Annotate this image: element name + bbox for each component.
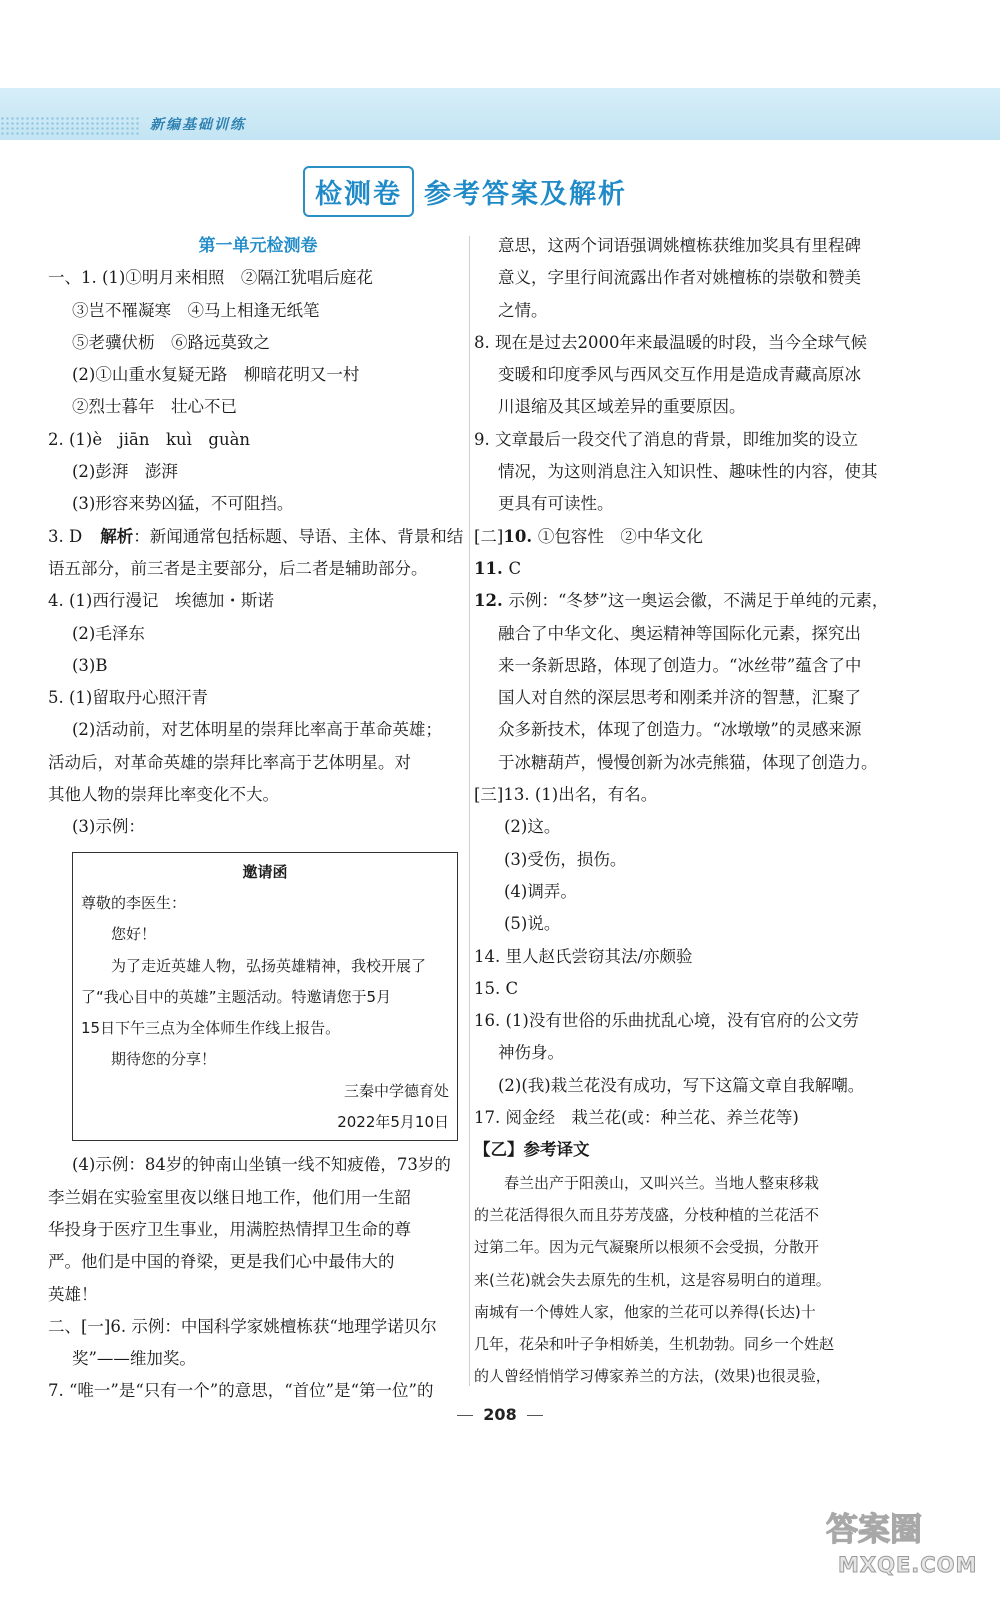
answer-line: [474, 553, 904, 585]
answer-line: 意思，这两个词语强调姚檀栋获维加奖具有里程碑: [498, 236, 861, 255]
answer-line: (3)示例：: [72, 817, 145, 837]
right-column: [474, 230, 904, 1393]
answer-line: 其他人物的崇拜比率变化不大。: [48, 785, 279, 805]
answer-line: (2)彭湃 澎湃: [72, 462, 178, 482]
answer-line: 情况，为这则消息注入知识性、趣味性的内容，使其: [498, 462, 878, 482]
answer-line: 众多新技术，体现了创造力。“冰墩墩”的灵感来源: [498, 720, 862, 740]
answer-line: 9. 文章最后一段交代了消息的背景，即维加奖的设立: [474, 429, 858, 449]
answer-line: 严。他们是中国的脊梁，更是我们心中最伟大的: [48, 1252, 395, 1272]
answer-line: 14. 里人赵氏尝窃其法/亦颇验: [474, 946, 693, 966]
answer-line: 活动后，对革命英雄的崇拜比率高于艺体明星。对: [48, 752, 411, 772]
answer-line: [474, 521, 904, 553]
answer-line: 二、[一]6. 示例：中国科学家姚檀栋获“地理学诺贝尔: [48, 1316, 437, 1336]
section-title: 第一单元检测卷: [198, 236, 318, 256]
letter-title: 邀请函: [242, 862, 288, 881]
question-number: 11.: [474, 558, 509, 578]
answer-text: 示例：“冬梦”这一奥运会徽，不满足于单纯的元素，: [508, 591, 889, 611]
answer-line: 于冰糖葫芦，慢慢创新为冰壳熊猫，体现了创造力。: [498, 752, 878, 772]
answer-line: (3)受伤，损伤。: [504, 849, 627, 869]
column-divider: [469, 236, 470, 1386]
header-dot-pattern: [0, 116, 140, 136]
question-number: 10.: [503, 526, 538, 546]
answer-line: 融合了中华文化、奥运精神等国际化元素，探究出: [498, 623, 861, 643]
answer-line: 国人对自然的深层思考和刚柔并济的智慧，汇聚了: [498, 688, 861, 708]
answer-line: 华投身于医疗卫生事业，用满腔热情捍卫生命的尊: [48, 1219, 411, 1239]
answer-line: 15. C: [474, 978, 519, 998]
page-title: [303, 166, 627, 217]
watermark-logo: [826, 1508, 976, 1548]
translation-line: 的兰花活得很久而且芬芳茂盛，分枝种植的兰花活不: [474, 1205, 820, 1224]
translation-line: 的人曾经悄悄学习傅家养兰的方法，(效果)也很灵验，: [474, 1367, 831, 1386]
answer-line: ⑤老骥伏枥 ⑥路远莫致之: [72, 332, 270, 352]
letter-closing: 期待您的分享！: [111, 1050, 217, 1069]
answer-line: 意义，字里行间流露出作者对姚檀栋的崇敬和赞美: [498, 268, 861, 288]
answer-line: 5. (1)留取丹心照汗青: [48, 688, 208, 708]
left-column: [48, 230, 468, 1408]
answer-line: (4)调弄。: [504, 881, 577, 901]
answer-line: 李兰娟在实验室里夜以继日地工作，他们用一生韶: [48, 1187, 411, 1207]
answer-line: (2)①山重水复疑无路 柳暗花明又一村: [72, 365, 360, 385]
answer-text: ①包容性 ②中华文化: [537, 526, 703, 546]
translation-block: [474, 1167, 904, 1393]
page-number: 208: [420, 1405, 580, 1424]
answer-text: C: [508, 558, 522, 578]
answer-line: 2. (1)è jiān kuì guàn: [48, 429, 251, 449]
answer-line: 之情。: [498, 300, 548, 320]
answer-line: 英雄！: [48, 1284, 98, 1304]
title-rest: 参考答案及解析: [424, 179, 627, 210]
letter-body: 15日下午三点为全体师生作线上报告。: [81, 1019, 341, 1038]
question-number: 12.: [474, 591, 509, 611]
answer-line: 8. 现在是过去2000年来最温暖的时段，当今全球气候: [474, 332, 867, 352]
answer-line: 奖”——维加奖。: [72, 1349, 196, 1369]
answer-line: [474, 585, 904, 617]
answer-line: 变暖和印度季风与西风交互作用是造成青藏高原冰: [498, 365, 861, 385]
letter-body: 为了走近英雄人物，弘扬英雄精神，我校开展了: [111, 956, 427, 975]
translation-line: 几年，花朵和叶子争相娇美，生机勃勃。同乡一个姓赵: [474, 1335, 835, 1354]
translation-line: 南城有一个傅姓人家，他家的兰花可以养得(长达)十: [474, 1302, 816, 1321]
answer-line: 川退缩及其区域差异的重要原因。: [498, 397, 746, 417]
translation-line: 春兰出产于阳羡山，又叫兴兰。当地人整束移栽: [504, 1173, 820, 1192]
answer-line: [三]13. (1)出名，有名。: [474, 785, 658, 805]
answer-text: ：新闻通常包括标题、导语、主体、背景和结: [133, 526, 464, 546]
answer-line: 更具有可读性。: [498, 494, 614, 514]
answer-line: (3)B: [72, 655, 108, 675]
analysis-label: 解析: [100, 526, 134, 546]
answer-text: [二]: [474, 526, 504, 546]
letter-signer: 三秦中学德育处: [343, 1081, 449, 1100]
answer-line: ②烈士暮年 壮心不已: [72, 397, 237, 417]
series-label: 新编基础训练: [150, 117, 246, 133]
answer-line: 神伤身。: [498, 1043, 564, 1063]
translation-line: 来(兰花)就会失去原先的生机，这是容易明白的道理。: [474, 1270, 831, 1289]
answer-line: 来一条新思路，体现了创造力。“冰丝带”蕴含了中: [498, 655, 862, 675]
translation-line: 过第二年。因为元气凝聚所以根须不会受损，分散开: [474, 1238, 820, 1257]
letter-greeting: 尊敬的李医生：: [81, 893, 187, 912]
watermark-logo-text: 答案圈: [826, 1510, 923, 1548]
letter-body: 了“我心目中的英雄”主题活动。特邀请您于5月: [81, 987, 392, 1006]
invitation-letter-box: [72, 852, 458, 1142]
answer-line: 7. “唯一”是“只有一个”的意思，“首位”是“第一位”的: [48, 1381, 434, 1401]
answer-line: (2)毛泽东: [72, 623, 145, 643]
letter-date: 2022年5月10日: [337, 1113, 449, 1132]
answer-line: (3)形容来势凶猛，不可阻挡。: [72, 494, 294, 514]
translation-title: 【乙】参考译文: [474, 1140, 590, 1160]
answer-line: (2)活动前，对艺体明星的崇拜比率高于革命英雄；: [72, 720, 442, 740]
answer-line: 4. (1)西行漫记 埃德加・斯诺: [48, 591, 274, 611]
answer-text: 3. D: [48, 526, 83, 546]
answer-line: 语五部分，前三者是主要部分，后二者是辅助部分。: [48, 558, 428, 578]
answer-line: 一、1. (1)①明月来相照 ②隔江犹唱后庭花: [48, 268, 373, 288]
answer-line: [48, 521, 468, 553]
answer-line: 16. (1)没有世俗的乐曲扰乱心境，没有官府的公文劳: [474, 1011, 859, 1031]
answer-line: (2)(我)栽兰花没有成功，写下这篇文章自我解嘲。: [498, 1075, 865, 1095]
watermark-url: MXQE.COM: [838, 1553, 978, 1577]
answer-line: (2)这。: [504, 817, 561, 837]
answer-line: (4)示例：84岁的钟南山坐镇一线不知疲倦，73岁的: [72, 1155, 451, 1175]
title-boxed: 检测卷: [303, 166, 414, 217]
letter-hello: 您好！: [111, 925, 157, 944]
answer-line: (5)说。: [504, 914, 561, 934]
answer-line: 17. 阅金经 栽兰花(或：种兰花、养兰花等): [474, 1108, 799, 1128]
answer-line: ③岂不罹凝寒 ④马上相逢无纸笔: [72, 300, 320, 320]
